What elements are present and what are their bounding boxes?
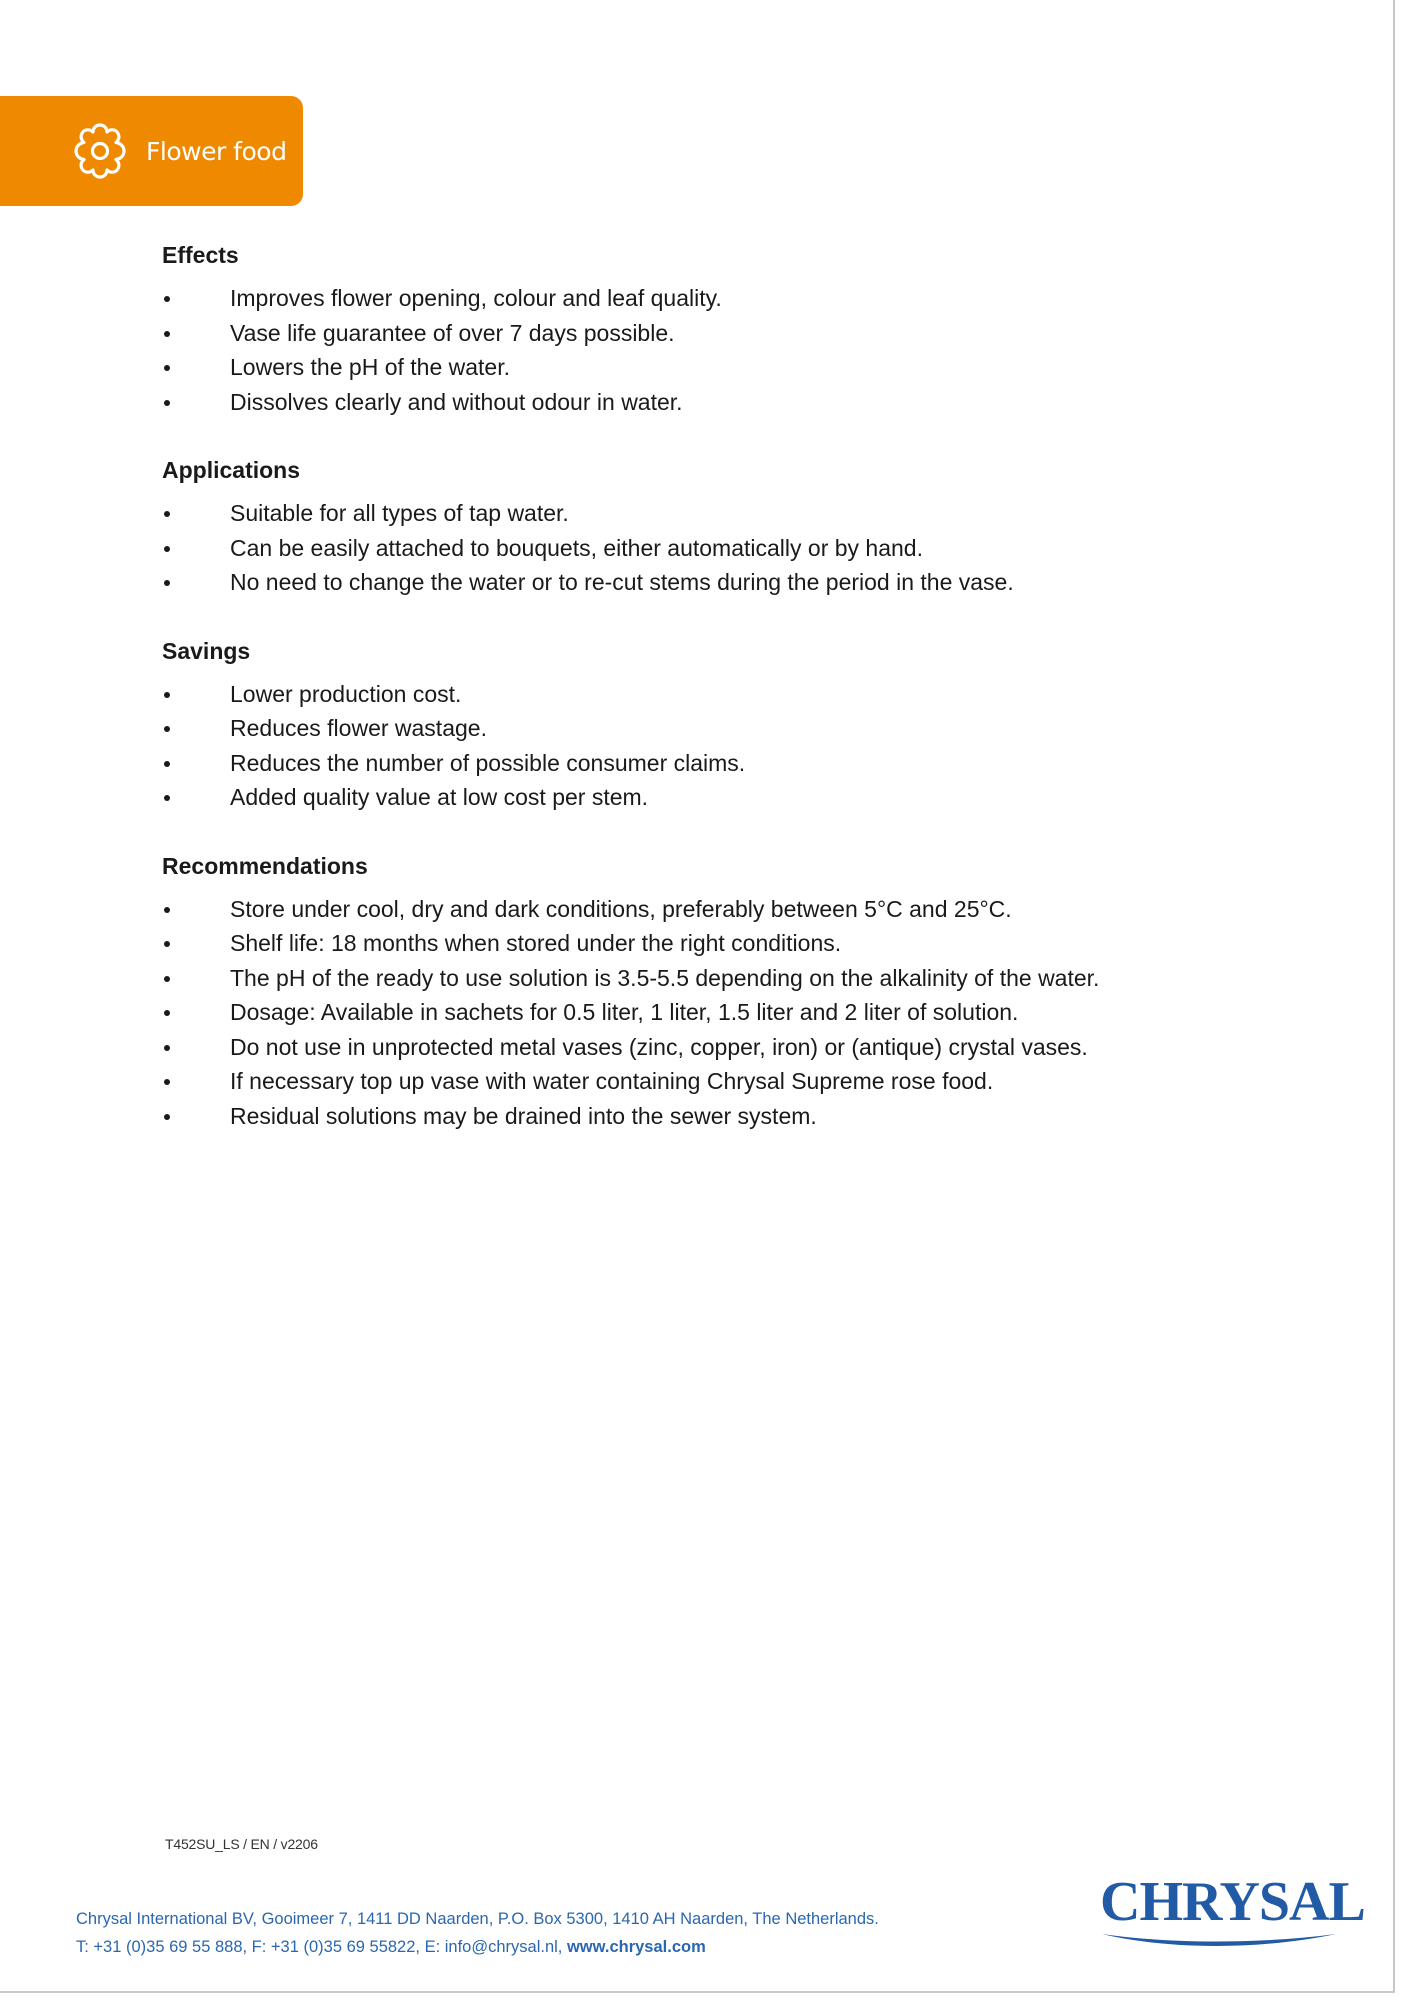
- list-item: No need to change the water or to re-cut stems during the period in the vase.: [162, 565, 1282, 600]
- logo-swoosh-icon: [1100, 1928, 1340, 1952]
- section-heading: Savings: [162, 637, 251, 664]
- list-item: Vase life guarantee of over 7 days possible.: [162, 316, 1282, 351]
- list-item: Improves flower opening, colour and leaf quality.: [162, 281, 1282, 316]
- footer-contact-details: T: +31 (0)35 69 55 888, F: +31 (0)35 69 55822, E: info@chrysal.nl,: [76, 1938, 567, 1956]
- footer-contact-line: [76, 1933, 879, 1961]
- list-item: Suitable for all types of tap water.: [162, 496, 1282, 531]
- category-tag-label: Flower food: [146, 136, 287, 166]
- section-heading: Applications: [162, 457, 301, 483]
- footer-contact: [76, 1905, 879, 1961]
- bullet-list: [162, 892, 1282, 1134]
- list-item: Dosage: Available in sachets for 0.5 liter, 1 liter, 1.5 liter and 2 liter of solution.: [162, 995, 1282, 1030]
- list-item: Reduces the number of possible consumer claims.: [162, 746, 1282, 781]
- list-item: Shelf life: 18 months when stored under the right conditions.: [162, 926, 1282, 961]
- chrysal-logo: [1100, 1870, 1365, 1960]
- document-code: T452SU_LS / EN / v2206: [165, 1836, 318, 1852]
- section-heading: Recommendations: [162, 852, 368, 879]
- list-item: Store under cool, dry and dark conditions, preferably between 5°C and 25°C.: [162, 892, 1282, 927]
- list-item: The pH of the ready to use solution is 3.5-5.5 depending on the alkalinity of the water.: [162, 961, 1282, 996]
- section-savings: [162, 634, 1282, 815]
- footer-address: Chrysal International BV, Gooimeer 7, 1411 DD Naarden, P.O. Box 5300, 1410 AH Naarden, The Netherlands.: [76, 1910, 879, 1928]
- logo-wordmark: CHRYSAL: [1100, 1871, 1365, 1933]
- list-item: Added quality value at low cost per stem.: [162, 780, 1282, 815]
- flower-outline-icon: [68, 119, 132, 183]
- list-item: Do not use in unprotected metal vases (zinc, copper, iron) or (antique) crystal vases.: [162, 1030, 1282, 1065]
- section-applications: [162, 453, 1282, 600]
- list-item: Dissolves clearly and without odour in water.: [162, 385, 1282, 420]
- bullet-list: [162, 496, 1282, 600]
- category-tag: [0, 96, 303, 206]
- list-item: If necessary top up vase with water containing Chrysal Supreme rose food.: [162, 1064, 1282, 1099]
- section-recommendations: [162, 849, 1282, 1134]
- bullet-list: [162, 281, 1282, 419]
- list-item: Reduces flower wastage.: [162, 711, 1282, 746]
- list-item: Lower production cost.: [162, 677, 1282, 712]
- list-item: Lowers the pH of the water.: [162, 350, 1282, 385]
- website-link[interactable]: www.chrysal.com: [566, 1938, 706, 1956]
- section-effects: [162, 238, 1282, 419]
- list-item: Residual solutions may be drained into the sewer system.: [162, 1099, 1282, 1134]
- list-item: Can be easily attached to bouquets, either automatically or by hand.: [162, 531, 1282, 566]
- bullet-list: [162, 677, 1282, 815]
- section-heading: Effects: [162, 242, 239, 268]
- document-body: [162, 238, 1282, 1167]
